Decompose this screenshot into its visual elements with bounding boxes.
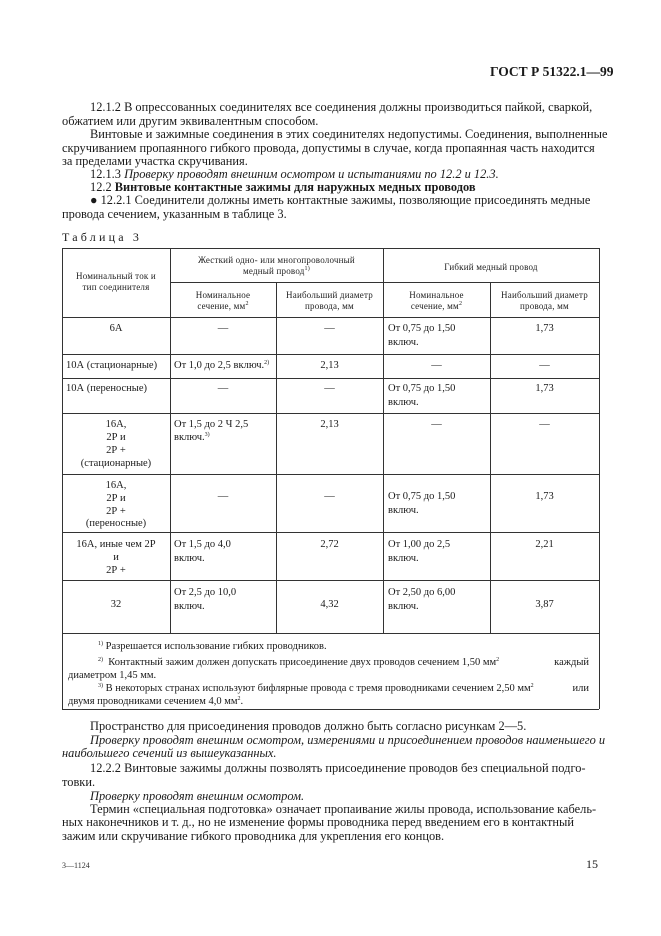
section-12-2-heading bbox=[90, 180, 476, 194]
cell-rigid-diameter: 2,13 bbox=[320, 419, 339, 430]
cell-flex-diameter: 1,73 bbox=[535, 383, 554, 394]
cell-current: 6А bbox=[109, 323, 123, 334]
unit-sup: 2 bbox=[530, 683, 534, 689]
para-12-2-1-line2: провода сечением, указанным в таблице 3. bbox=[62, 207, 287, 221]
footnote-text: Контактный зажим должен допускать присоединение двух проводов сечением 1,50 мм bbox=[108, 657, 497, 668]
cell-flex-diameter: — bbox=[539, 419, 550, 430]
section-12-2-title: Винтовые контактные зажимы для наружных медных проводов bbox=[114, 180, 476, 194]
cell-current-line3: 2Р + bbox=[106, 506, 126, 517]
footnote-ref-2: 2) bbox=[264, 360, 270, 366]
footnote-text-tail: каждый bbox=[554, 657, 589, 668]
cell-rigid-diameter: 4,32 bbox=[320, 599, 339, 610]
para-12-2-1-line1: ● 12.2.1 Соединители должны иметь контактные зажимы, позволяющие присоединять медные bbox=[90, 193, 591, 207]
unit-sup: 2 bbox=[237, 696, 241, 702]
cell-current-line2: и bbox=[113, 552, 119, 563]
para-12-2-2-line2: товки. bbox=[62, 775, 96, 789]
cell-current: 32 bbox=[110, 599, 122, 610]
para-12-1-3-text: Проверку проводят внешним осмотром и испытаниями по 12.2 и 12.3. bbox=[124, 167, 499, 181]
para-screw-line3: за пределами участка скручивания. bbox=[62, 154, 248, 168]
footnote-2-line2: диаметром 1,45 мм. bbox=[68, 670, 157, 681]
table-rule bbox=[62, 413, 599, 414]
col-header-rigid-line1: Жесткий одно- или многопроволочный bbox=[198, 255, 355, 265]
section-12-2-number: 12.2 bbox=[90, 180, 115, 194]
footnote-text: Разрешается использование гибких проводников. bbox=[105, 641, 327, 652]
table-rule bbox=[599, 248, 600, 709]
cell-flex-diameter: 1,73 bbox=[535, 491, 554, 502]
cell-flex-section-line2: включ. bbox=[388, 553, 419, 564]
cell-current-line2: 2Р и bbox=[106, 432, 126, 443]
cell-flex-section-line1: От 2,50 до 6,00 bbox=[388, 587, 456, 598]
unit-sup: 2 bbox=[245, 301, 249, 307]
table-rule bbox=[62, 532, 599, 533]
table-rule bbox=[62, 248, 599, 249]
cell-current: 10А (переносные) bbox=[66, 383, 148, 394]
subheader-flex-max-line1: Наибольший диаметр bbox=[501, 290, 588, 300]
cell-rigid-section-line1: От 1,5 до 4,0 bbox=[174, 539, 231, 550]
cell-rigid-diameter: — bbox=[324, 383, 335, 394]
cell-rigid-diameter: — bbox=[324, 491, 335, 502]
cell-flex-section: — bbox=[431, 360, 442, 371]
col-header-rigid-text: медный провод bbox=[243, 266, 305, 276]
footnote-1 bbox=[98, 640, 327, 654]
col-header-current-line1: Номинальный ток и bbox=[76, 271, 156, 281]
cell-flex-section-line1: От 0,75 до 1,50 bbox=[388, 491, 456, 502]
subheader-flex-max-line2: провода, мм bbox=[520, 301, 569, 311]
para-screw-line1: Винтовые и зажимные соединения в этих соединителях недопустимы. Соединения, выполненные bbox=[90, 127, 608, 141]
subheader-rigid-nominal-line2 bbox=[170, 300, 276, 312]
para-check2: Проверку проводят внешним осмотром. bbox=[90, 789, 305, 803]
cell-current-line1: 16А, bbox=[105, 480, 127, 491]
cell-flex-diameter: — bbox=[539, 360, 550, 371]
subheader-rigid-max-line2: провода, мм bbox=[305, 301, 354, 311]
cell-current-line2: 2Р и bbox=[106, 493, 126, 504]
footnote-text: двумя проводниками сечением 4,0 мм bbox=[68, 696, 238, 707]
footnote-3-line2 bbox=[68, 695, 243, 709]
cell-rigid-section bbox=[174, 359, 269, 373]
col-header-current-line2: тип соединителя bbox=[82, 282, 150, 292]
table-rule bbox=[62, 709, 599, 710]
cell-flex-section-line2: включ. bbox=[388, 337, 419, 348]
unit-sup: 2 bbox=[496, 657, 500, 663]
table-rule bbox=[62, 474, 599, 475]
cell-current-line4: (стационарные) bbox=[80, 458, 152, 469]
cell-flex-section-line1: От 1,00 до 2,5 bbox=[388, 539, 451, 550]
cell-flex-diameter: 1,73 bbox=[535, 323, 554, 334]
subheader-flex-nominal-line1: Номинальное bbox=[409, 290, 464, 300]
para-12-1-3 bbox=[90, 167, 499, 181]
para-term-line2: ных наконечников и т. д., но не изменение формы проводника перед введением его в контактный bbox=[62, 815, 574, 829]
cell-rigid-section-line2 bbox=[174, 431, 210, 445]
cell-current-line3: 2Р + bbox=[106, 445, 126, 456]
table-rule bbox=[170, 282, 599, 283]
para-term-line3: зажим или скручивание гибкого проводника для укрепления его концов. bbox=[62, 829, 445, 843]
cell-rigid-diameter: 2,13 bbox=[320, 360, 339, 371]
table-rule bbox=[62, 354, 599, 355]
cell-current-line1: 16А, иные чем 2Р bbox=[76, 539, 156, 550]
footnote-mark: 3) bbox=[98, 683, 103, 689]
footnote-mark: 1) bbox=[98, 641, 103, 647]
para-screw-line2: скручиванием пропаянного гибкого провода, допустимы в случае, когда пропаянная часть находится bbox=[62, 141, 595, 155]
cell-flex-section-line2: включ. bbox=[388, 397, 419, 408]
footnote-3-line1 bbox=[98, 682, 589, 696]
footnote-text-tail: или bbox=[572, 683, 589, 694]
cell-current-line1: 16А, bbox=[105, 419, 127, 430]
cell-rigid-diameter: — bbox=[324, 323, 335, 334]
cell-flex-diameter: 3,87 bbox=[535, 599, 554, 610]
unit-sup: 2 bbox=[458, 301, 463, 307]
cell-rigid-diameter: 2,72 bbox=[320, 539, 339, 550]
cell-rigid-section-line1: От 1,5 до 2 Ч 2,5 bbox=[174, 419, 249, 430]
cell-current-line3: 2Р + bbox=[106, 565, 126, 576]
col-header-rigid-line2 bbox=[170, 265, 383, 277]
cell-rigid-section-text: От 1,0 до 2,5 включ. bbox=[174, 360, 265, 371]
subheader-rigid-nominal-text: сечение, мм bbox=[197, 301, 246, 311]
page-number: 15 bbox=[586, 857, 598, 871]
cell-rigid-section-text: включ. bbox=[174, 432, 205, 443]
para-check1-line2: наибольшего сечений из вышеуказанных. bbox=[62, 746, 277, 760]
subheader-flex-nominal-line2 bbox=[383, 300, 490, 312]
document-header: ГОСТ Р 51322.1—99 bbox=[490, 64, 614, 79]
cell-flex-diameter: 2,21 bbox=[535, 539, 554, 550]
col-header-flex: Гибкий медный провод bbox=[444, 262, 538, 272]
footnote-ref-1: 1) bbox=[304, 266, 310, 272]
footnote-ref-3: 3) bbox=[204, 432, 210, 438]
table-caption: Таблица 3 bbox=[62, 230, 143, 244]
para-12-1-2-line2: обжатием или другим эквивалентным способом. bbox=[62, 114, 319, 128]
footnote-text: В некоторых странах используют бифлярные провода с тремя проводниками сечением 2,50 мм bbox=[105, 683, 531, 694]
cell-flex-section-line1: От 0,75 до 1,50 bbox=[388, 383, 456, 394]
footnote-2-line1 bbox=[98, 656, 589, 670]
cell-rigid-section: — bbox=[217, 383, 229, 394]
cell-rigid-section-line2: включ. bbox=[174, 553, 205, 564]
cell-flex-section-line2: включ. bbox=[388, 505, 419, 516]
cell-rigid-section: — bbox=[217, 491, 229, 502]
table-rule bbox=[62, 378, 599, 379]
subheader-rigid-max-line1: Наибольший диаметр bbox=[286, 290, 373, 300]
para-12-2-2-line1: 12.2.2 Винтовые зажимы должны позволять присоединение проводов без специальной подго- bbox=[90, 761, 586, 775]
cell-rigid-section-line1: От 2,5 до 10,0 bbox=[174, 587, 237, 598]
subheader-flex-nominal-text: сечение, мм bbox=[410, 301, 459, 311]
cell-rigid-section-line2: включ. bbox=[174, 601, 205, 612]
subheader-rigid-nominal-line1: Номинальное bbox=[195, 290, 251, 300]
table-rule bbox=[62, 633, 599, 634]
cell-flex-section-line1: От 0,75 до 1,50 bbox=[388, 323, 456, 334]
cell-rigid-section: — bbox=[217, 323, 229, 334]
print-code: 3—1124 bbox=[62, 861, 90, 870]
table-rule bbox=[62, 317, 599, 318]
para-space: Пространство для присоединения проводов должно быть согласно рисункам 2—5. bbox=[90, 719, 527, 733]
para-12-1-2-line1: 12.1.2 В опрессованных соединителях все соединения должны производиться пайкой, сваркой, bbox=[90, 100, 593, 114]
cell-current: 10А (стационарные) bbox=[66, 360, 158, 371]
footnote-text-end: . bbox=[240, 696, 244, 707]
cell-flex-section-line2: включ. bbox=[388, 601, 419, 612]
para-12-1-3-number: 12.1.3 bbox=[90, 167, 125, 181]
para-check1-line1: Проверку проводят внешним осмотром, измерениями и присоединением проводов наименьшего и bbox=[90, 733, 606, 747]
cell-current-line4: (переносные) bbox=[85, 518, 147, 529]
para-term-line1: Термин «специальная подготовка» означает пропаивание жилы провода, использование кабель- bbox=[90, 802, 597, 816]
cell-flex-section: — bbox=[431, 419, 442, 430]
footnote-mark: 2) bbox=[98, 657, 103, 663]
table-rule bbox=[62, 580, 599, 581]
